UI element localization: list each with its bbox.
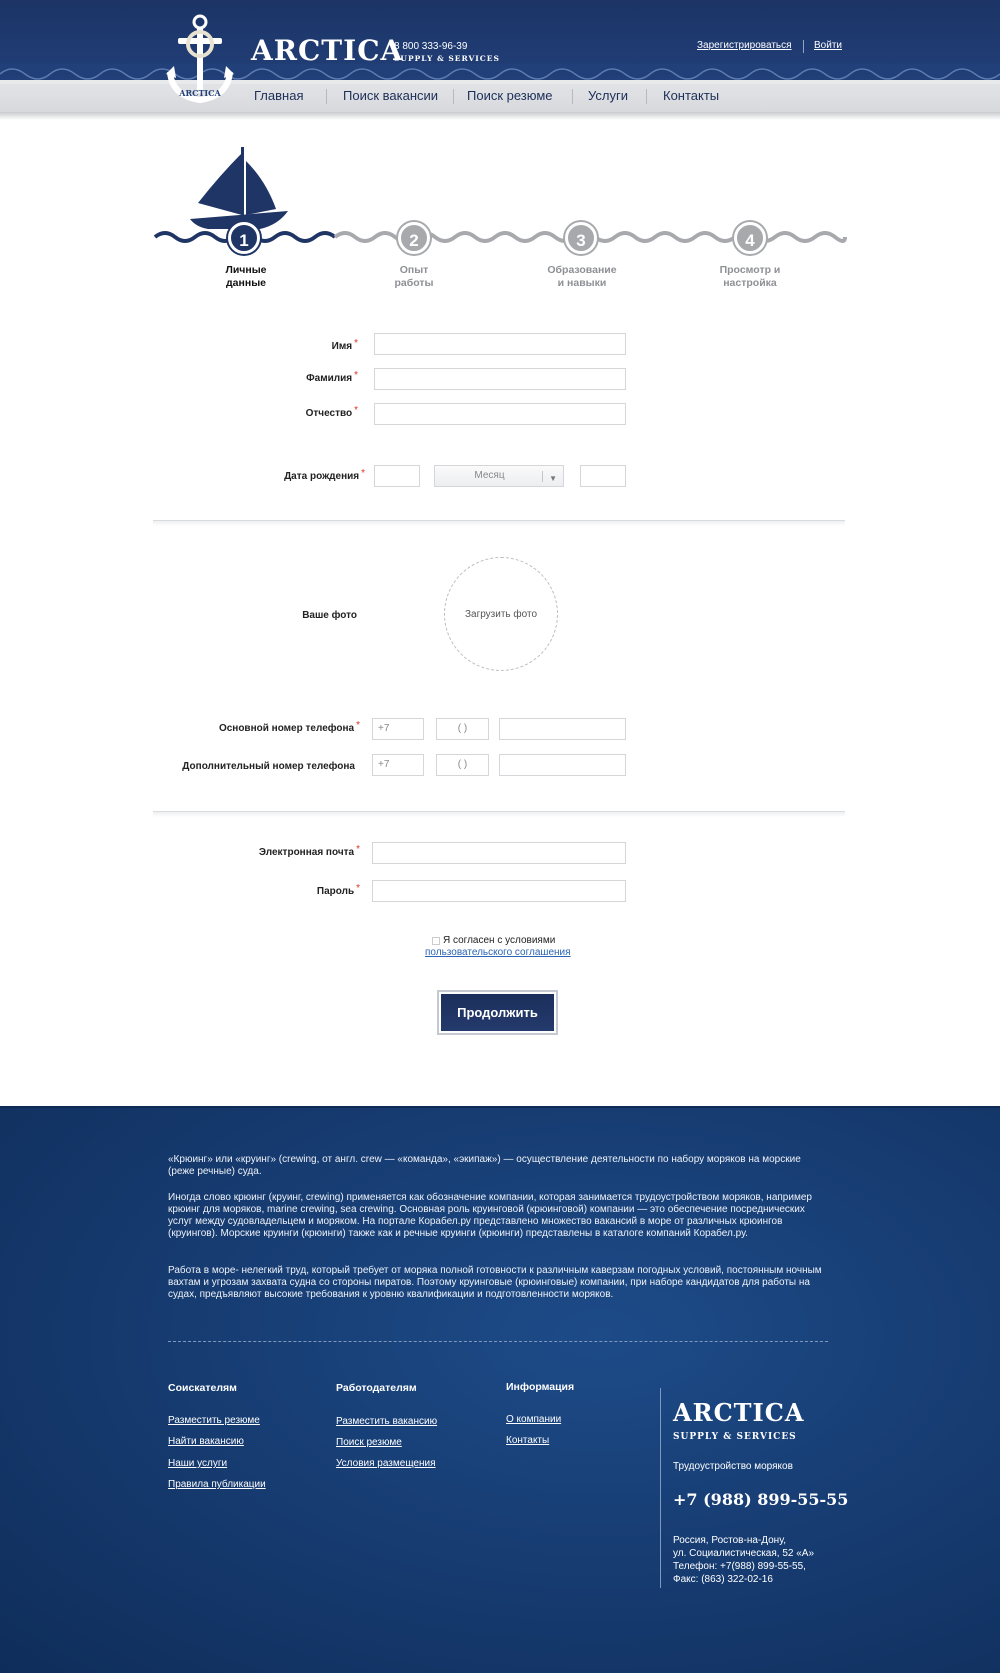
extra-phone-number[interactable] — [499, 754, 626, 776]
email-input[interactable] — [372, 842, 626, 864]
footer-col-seekers-title: Соискателям — [168, 1382, 237, 1394]
footer-link-placement-terms[interactable]: Условия размещения — [336, 1458, 436, 1469]
submit-button-frame — [437, 990, 558, 1035]
footer-divider — [168, 1341, 828, 1342]
step-3-circle[interactable]: 3 — [565, 222, 597, 254]
header-phone: 8 800 333-96-39 — [394, 41, 468, 52]
extra-phone-code[interactable]: ( ) — [436, 754, 489, 776]
toplink-separator — [803, 40, 804, 53]
footer-paragraph-2: Иногда слово крюинг (круинг, crewing) применяется как обозначение компании, которая занимается трудоустройством моряков, например крюинг для моряков, marine crewing, sea crewing. Основная роль круинговой (крюинговой) компании — это обеспечение посреднических услуг между судовладельцем и моряком. На портале Корабел.ру представлено множество вакансий в море от различных крюингов (круингов). Морские круинги (крюинги) также как и речные круинги (крюинги) представлены в каталоге компаний Корабел.ру. — [168, 1192, 812, 1239]
step-1-label: Личные данные — [225, 264, 267, 289]
footer-link-post-resume[interactable]: Разместить резюме — [168, 1415, 260, 1426]
nav-item-resume-search[interactable]: Поиск резюме — [467, 88, 553, 103]
site-footer — [0, 1108, 1000, 1673]
step-4-label: Просмотр и настройка — [719, 264, 781, 289]
password-label: Пароль * — [316, 883, 360, 897]
brand-logo-text[interactable]: ARCTICA — [251, 34, 404, 67]
continue-button[interactable]: Продолжить — [441, 994, 554, 1031]
footer-address — [673, 1534, 814, 1586]
footer-link-our-services[interactable]: Наши услуги — [168, 1458, 228, 1469]
site-header — [0, 0, 1000, 120]
first-name-input[interactable] — [374, 333, 626, 355]
main-phone-number[interactable] — [499, 718, 626, 740]
step-1-circle[interactable]: 1 — [228, 222, 260, 254]
brand-subtitle: SUPPLY & SERVICES — [394, 54, 500, 63]
sailboat-icon — [190, 147, 288, 229]
step-2-label: Опыт работы — [394, 264, 434, 289]
step-4-circle[interactable]: 4 — [734, 222, 766, 254]
footer-link-about[interactable]: О компании — [506, 1414, 562, 1425]
nav-item-services[interactable]: Услуги — [588, 88, 628, 103]
user-agreement-link[interactable]: пользовательского соглашения — [425, 947, 571, 958]
main-phone-code[interactable]: ( ) — [436, 718, 489, 740]
birth-month-select[interactable] — [434, 465, 564, 487]
header-wave — [0, 64, 1000, 86]
nav-separator — [326, 89, 327, 104]
step-3-label: Образование и навыки — [547, 264, 617, 289]
nav-separator — [572, 89, 573, 104]
birth-date-label: Дата рождения * — [284, 468, 365, 482]
footer-link-contacts[interactable]: Контакты — [506, 1435, 550, 1446]
nav-separator — [646, 89, 647, 104]
step-2-circle[interactable]: 2 — [398, 222, 430, 254]
footer-paragraph-1: «Крюинг» или «круинг» (crewing, от англ. crew — «команда», «экипаж») — осуществление деятельности по набору моряков на морские (реже речные) суда. — [168, 1154, 801, 1177]
main-phone-prefix[interactable]: +7 — [372, 718, 424, 740]
svg-text:ARCTICA: ARCTICA — [179, 88, 221, 98]
chevron-down-icon: ▼ — [549, 474, 557, 483]
nav-shadow — [0, 112, 1000, 120]
birth-day-input[interactable] — [374, 465, 420, 487]
footer-link-find-vacancy[interactable]: Найти вакансию — [168, 1436, 244, 1447]
password-input[interactable] — [372, 880, 626, 902]
footer-paragraph-3: Работа в море- нелегкий труд, который требует от моряка полной готовности к различным каверзам погодных условий, постоянным ночным вахтам и угрозам захвата судна со стороны пиратов. Поэтому круинговые (крюинговые) компании, при наборе кандидатов для работы на судах, предъявляют высокие требования к уровню квалификации и подготовленности моряков. — [168, 1265, 822, 1300]
nav-separator — [453, 89, 454, 104]
form-divider — [153, 520, 845, 526]
login-link[interactable]: Войти — [814, 40, 842, 51]
footer-brand-subtitle: SUPPLY & SERVICES — [673, 1432, 797, 1442]
extra-phone-label: Дополнительный номер телефона — [182, 761, 355, 772]
address-line: Факс: (863) 322-02-16 — [673, 1574, 773, 1585]
last-name-input[interactable] — [374, 368, 626, 390]
footer-tagline: Трудоустройство моряков — [673, 1461, 793, 1472]
footer-vertical-divider — [660, 1388, 661, 1588]
first-name-label: Имя * — [331, 338, 358, 352]
address-line: ул. Социалистическая, 52 «А» — [673, 1548, 815, 1559]
footer-col-employers-title: Работодателям — [336, 1382, 417, 1394]
select-divider — [542, 471, 543, 482]
nav-item-vacancy-search[interactable]: Поиск вакансии — [343, 88, 439, 103]
footer-col-info-title: Информация — [506, 1381, 575, 1393]
month-placeholder: Месяц — [474, 470, 505, 481]
address-line: Россия, Ростов-на-Дону, — [673, 1535, 786, 1546]
photo-label: Ваше фото — [302, 610, 357, 621]
extra-phone-prefix[interactable]: +7 — [372, 754, 424, 776]
form-divider — [153, 811, 845, 817]
nav-item-contacts[interactable]: Контакты — [663, 88, 720, 103]
patronymic-label: Отчество * — [305, 405, 358, 419]
footer-link-post-vacancy[interactable]: Разместить вакансию — [336, 1416, 438, 1427]
email-label: Электронная почта * — [258, 844, 360, 858]
upload-photo-button[interactable]: Загрузить фото — [444, 557, 558, 671]
main-phone-label: Основной номер телефона * — [218, 720, 360, 734]
birth-year-input[interactable] — [580, 465, 626, 487]
footer-link-resume-search[interactable]: Поиск резюме — [336, 1437, 402, 1448]
footer-brand-logo[interactable]: ARCTICA — [673, 1398, 805, 1427]
patronymic-input[interactable] — [374, 403, 626, 425]
footer-phone: +7 (988) 899-55-55 — [673, 1490, 849, 1509]
agree-checkbox[interactable] — [432, 937, 440, 945]
nav-item-home[interactable]: Главная — [254, 88, 304, 103]
footer-link-publication-rules[interactable]: Правила публикации — [168, 1479, 266, 1490]
agree-text: Я согласен с условиями — [443, 935, 556, 946]
last-name-label: Фамилия * — [306, 370, 358, 384]
register-link[interactable]: Зарегистрироваться — [697, 40, 792, 51]
address-line: Телефон: +7(988) 899-55-55, — [673, 1561, 806, 1572]
anchor-logo-icon[interactable] — [164, 14, 236, 110]
